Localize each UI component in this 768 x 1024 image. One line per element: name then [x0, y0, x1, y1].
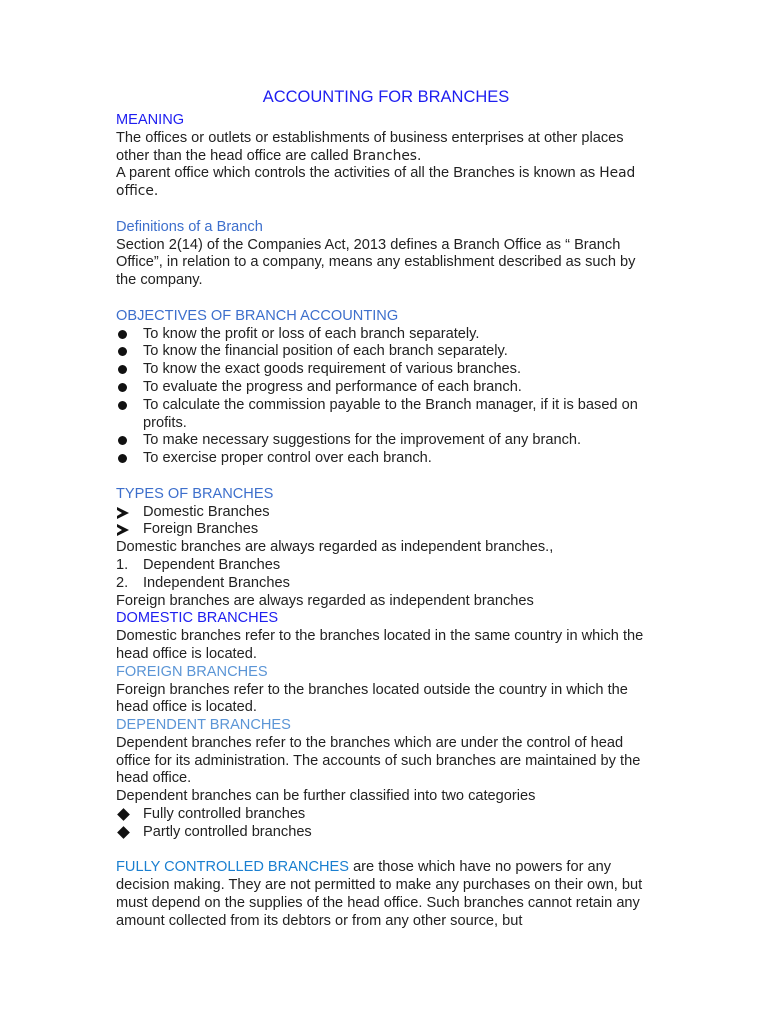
numbered-list — [116, 557, 656, 593]
spacer — [116, 842, 656, 860]
diamond-bullet-icon — [117, 826, 130, 839]
list-item-text: Dependent Branches — [143, 556, 281, 573]
list-item-text: To know the financial position of each branch separately. — [143, 343, 508, 360]
list-item — [116, 824, 656, 842]
list-item — [116, 557, 656, 575]
fully-controlled-text: are those which have no powers for any decision making. They are not permitted to make any purchases on their own, but must depend on the supplies of the head office. Such branches cannot retain any amount collected from its debtors or from any other source, but — [116, 859, 643, 929]
arrow-bullet-icon — [117, 507, 129, 519]
list-number: 1. — [116, 556, 129, 573]
bullet-icon — [118, 347, 127, 356]
bullet-icon — [118, 454, 127, 463]
fully-controlled-paragraph — [116, 859, 656, 930]
dependent-heading: DEPENDENT BRANCHES — [116, 717, 291, 734]
bullet-icon — [118, 330, 127, 339]
list-item — [116, 379, 656, 397]
types-heading: TYPES OF BRANCHES — [116, 485, 274, 502]
objectives-list — [116, 326, 656, 468]
definitions-heading: Definitions of a Branch — [116, 218, 263, 235]
list-item-text: To calculate the commission payable to the Branch manager, if it is based on profits. — [143, 396, 638, 431]
meaning-paragraph-1 — [116, 130, 656, 166]
bullet-icon — [118, 383, 127, 392]
definitions-text: Section 2(14) of the Companies Act, 2013 defines a Branch Office as “ Branch Office”, in relation to a company, means any establishment described as such by the company. — [116, 236, 636, 289]
bullet-icon — [118, 401, 127, 410]
foreign-heading: FOREIGN BRANCHES — [116, 663, 268, 680]
dependent-text: Dependent branches refer to the branches which are under the control of head office for its administration. The accounts of such branches are maintained by the head office. — [116, 734, 641, 787]
meaning-heading: MEANING — [116, 112, 185, 128]
domestic-note: Domestic branches are always regarded as independent branches., — [116, 539, 554, 556]
document-content — [116, 86, 656, 931]
spacer — [116, 201, 656, 219]
branches-term: Branches. — [352, 147, 422, 164]
list-item — [116, 343, 656, 361]
meaning-text-2: A parent office which controls the activities of all the Branches is known as — [116, 165, 600, 182]
dependent-categories-intro: Dependent branches can be further classified into two categories — [116, 788, 536, 805]
list-item — [116, 432, 656, 450]
types-list — [116, 504, 656, 540]
domestic-heading: DOMESTIC BRANCHES — [116, 610, 279, 627]
list-item — [116, 450, 656, 468]
list-item-text: To exercise proper control over each branch. — [143, 450, 432, 467]
list-item — [116, 397, 656, 433]
list-item-text: Domestic Branches — [143, 503, 270, 520]
head-office-term: Head office. — [116, 165, 636, 200]
arrow-bullet-icon — [117, 524, 129, 536]
list-item-text: To know the profit or loss of each branch separately. — [143, 325, 480, 342]
list-item — [116, 361, 656, 379]
foreign-text: Foreign branches refer to the branches located outside the country in which the head office is located. — [116, 681, 628, 716]
list-item-text: Independent Branches — [143, 574, 290, 591]
document-title: ACCOUNTING FOR BRANCHES — [262, 88, 510, 106]
categories-list — [116, 806, 656, 842]
list-item-text: To know the exact goods requirement of various branches. — [143, 361, 522, 378]
foreign-note: Foreign branches are always regarded as independent branches — [116, 592, 534, 609]
meaning-paragraph-2 — [116, 165, 656, 201]
list-item — [116, 806, 656, 824]
spacer — [116, 290, 656, 308]
fully-controlled-heading: FULLY CONTROLLED BRANCHES — [116, 859, 350, 876]
list-number: 2. — [116, 574, 129, 591]
list-item-text: To evaluate the progress and performance of each branch. — [143, 378, 522, 395]
bullet-icon — [118, 436, 127, 445]
list-item — [116, 504, 656, 522]
bullet-icon — [118, 365, 127, 374]
list-item-text: Foreign Branches — [143, 521, 259, 538]
list-item — [116, 521, 656, 539]
meaning-text-1: The offices or outlets or establishments of business enterprises at other places other than the head office are called — [116, 129, 624, 164]
list-item-text: To make necessary suggestions for the improvement of any branch. — [143, 432, 582, 449]
domestic-text: Domestic branches refer to the branches located in the same country in which the head office is located. — [116, 628, 644, 662]
spacer — [116, 468, 656, 486]
objectives-heading: OBJECTIVES OF BRANCH ACCOUNTING — [116, 307, 399, 324]
list-item — [116, 575, 656, 593]
list-item-text: Partly controlled branches — [143, 823, 312, 840]
list-item-text: Fully controlled branches — [143, 806, 306, 823]
diamond-bullet-icon — [117, 808, 130, 821]
list-item — [116, 326, 656, 344]
